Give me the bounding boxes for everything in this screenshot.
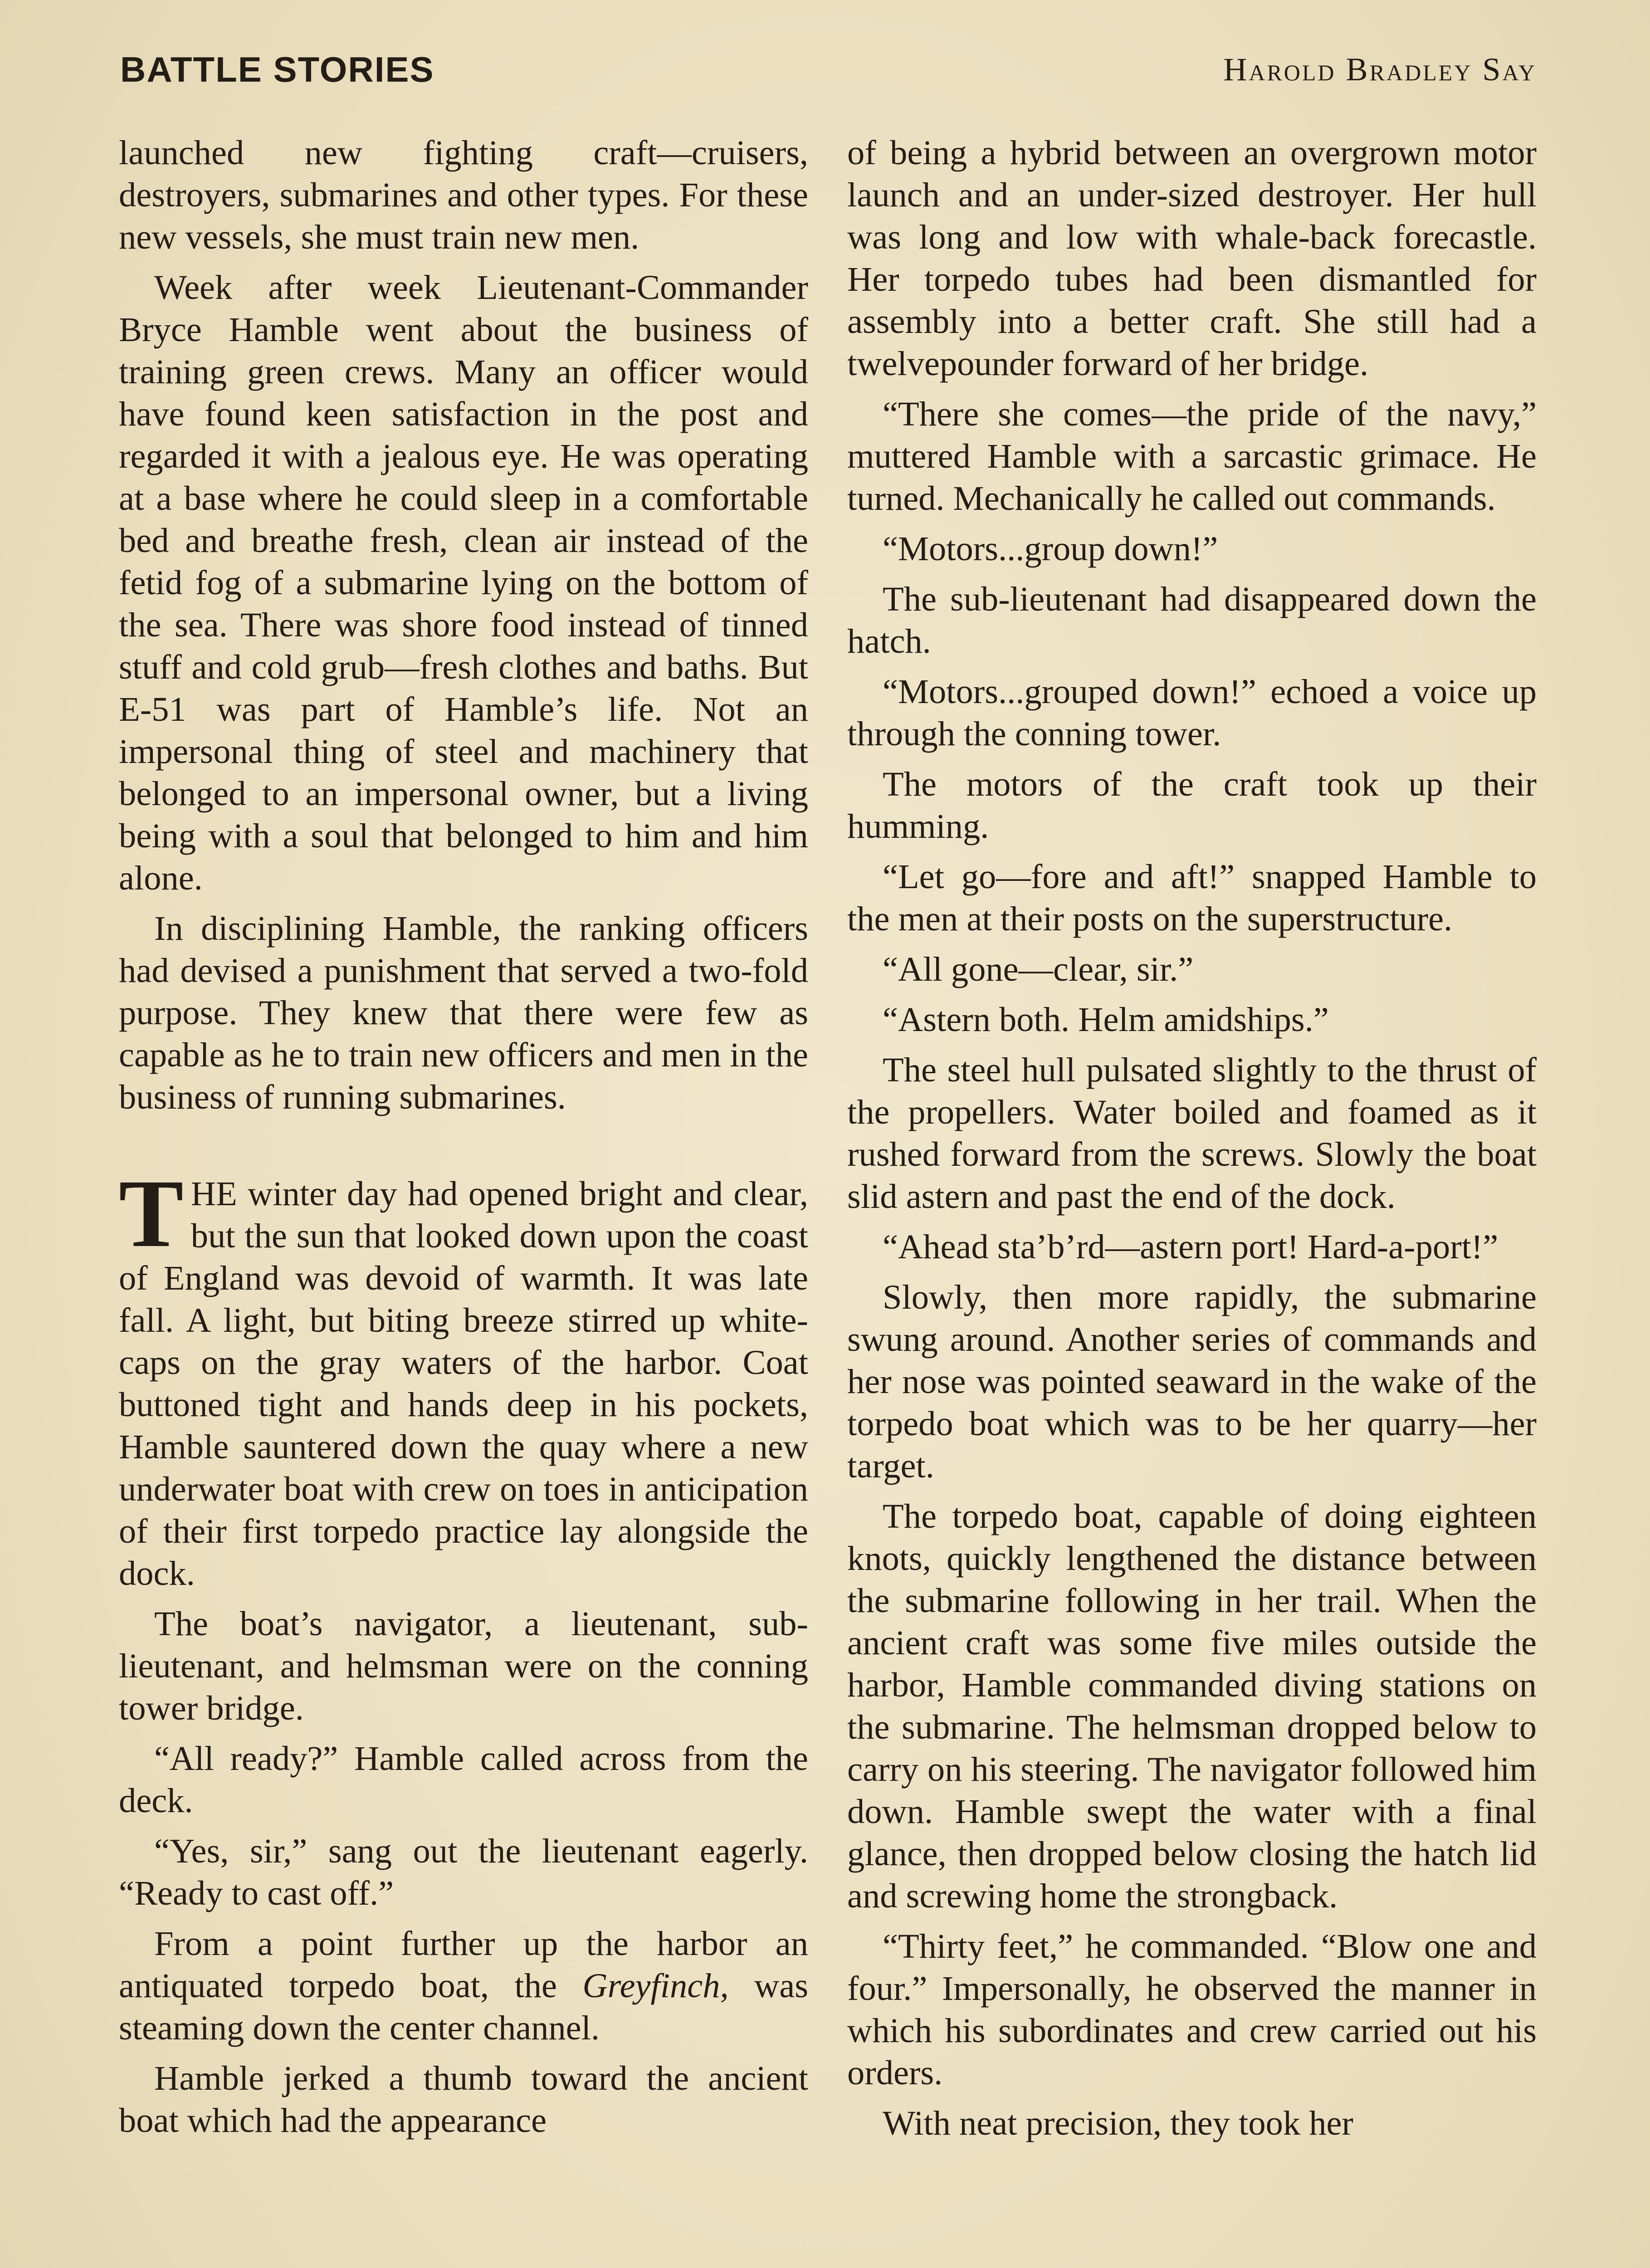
paragraph-text: From a point further up the harbor an antiquated torpedo boat, the — [119, 1924, 808, 2005]
ship-name-italic: Greyfinch, — [582, 1966, 729, 2005]
left-text-column — [119, 132, 808, 2268]
drop-cap-paragraph-text: HE winter day had opened bright and clear, but the sun that looked down upon the coast of England was devoid of warmth. It was late fall. A light, but biting breeze stirred up whitecaps on the gray waters of the harbor. Coat buttoned tight and hands deep in his pockets, Hamble sauntered down the quay where a new underwater boat with crew on toes in anticipation of their first torpedo practice lay alongside the dock. — [119, 1174, 808, 1593]
paragraph: “Let go—fore and aft!” snapped Hamble to the men at their posts on the superstructure. — [847, 857, 1537, 938]
running-header-title: BATTLE STORIES — [120, 49, 434, 89]
paragraph: “All ready?” Hamble called across from the deck. — [119, 1739, 808, 1820]
section-break — [119, 1126, 808, 1173]
paragraph: “Motors...group down!” — [883, 529, 1218, 568]
paragraph: “Motors...grouped down!” echoed a voice up through the conning tower. — [847, 672, 1537, 753]
drop-cap-paragraph — [119, 1160, 808, 1594]
paragraph: The sub-lieutenant had disappeared down the hatch. — [847, 580, 1537, 660]
paragraph: launched new fighting craft—cruisers, destroyers, submarines and other types. For these new vessels, she must train new men. — [119, 133, 808, 256]
paragraph: The steel hull pulsated slightly to the thrust of the propellers. Water boiled and foamed as it rushed forward from the screws. Slowly the boat slid astern and past the end of the dock. — [847, 1051, 1537, 1216]
paragraph: In disciplining Hamble, the ranking officers had devised a punishment that served a two-fold purpose. They knew that there were few as capable as he to train new officers and men in the business of running submarines. — [119, 909, 808, 1116]
paragraph: Hamble jerked a thumb toward the ancient boat which had the appearance — [119, 2059, 808, 2140]
drop-cap-letter: T — [119, 1160, 184, 1267]
paragraph: The boat’s navigator, a lieutenant, sub-lieutenant, and helmsman were on the conning tower bridge. — [119, 1604, 808, 1727]
paragraph: The motors of the craft took up their humming. — [847, 765, 1537, 846]
paragraph-text: was steaming down the center channel. — [119, 1966, 808, 2047]
paragraph: “Astern both. Helm amidships.” — [883, 1000, 1329, 1039]
paragraph-greyfinch — [119, 1922, 808, 2049]
paragraph: “All gone—clear, sir.” — [883, 950, 1194, 988]
paragraph: “Ahead sta’b’rd—astern port! Hard-a-port!” — [883, 1227, 1499, 1266]
paragraph: “There she comes—the pride of the navy,” muttered Hamble with a sarcastic grimace. He turned. Mechanically he called out commands. — [847, 395, 1537, 518]
paragraph: Week after week Lieutenant-Commander Bryce Hamble went about the business of training green crews. Many an officer would have found keen satisfaction in the post and regarded it with a jealous eye. He was operating at a base where he could sleep in a comfortable bed and breathe fresh, clean air instead of the fetid fog of a submarine lying on the bottom of the sea. There was shore food instead of tinned stuff and cold grub—fresh clothes and baths. But E-51 was part of Hamble’s life. Not an impersonal thing of steel and machinery that belonged to an impersonal owner, but a living being with a soul that belonged to him and him alone. — [119, 268, 808, 897]
paragraph: “Yes, sir,” sang out the lieutenant eagerly. “Ready to cast off.” — [119, 1832, 808, 1912]
paragraph: “Thirty feet,” he commanded. “Blow one and four.” Impersonally, he observed the manner in which his subordinates and crew carried out his orders. — [847, 1927, 1537, 2092]
paragraph: of being a hybrid between an overgrown motor launch and an under-sized destroyer. Her hull was long and low with whale-back forecastle. Her torpedo tubes had been dismantled for assembly into a better craft. She still had a twelvepounder forward of her bridge. — [847, 133, 1537, 383]
paragraph: The torpedo boat, capable of doing eighteen knots, quickly lengthened the distance between the submarine following in her trail. When the ancient craft was some five miles outside the harbor, Hamble commanded diving stations on the submarine. The helmsman dropped below to carry on his steering. The navigator followed him down. Hamble swept the water with a final glance, then dropped below closing the hatch lid and screwing home the strongback. — [847, 1497, 1537, 1915]
running-header-author: Harold Bradley Say — [1223, 51, 1537, 88]
right-text-column — [847, 132, 1537, 2268]
paragraph: With neat precision, they took her — [883, 2104, 1353, 2142]
paragraph: Slowly, then more rapidly, the submarine swung around. Another series of commands and her nose was pointed seaward in the wake of the torpedo boat which was to be her quarry—her target. — [847, 1278, 1537, 1485]
